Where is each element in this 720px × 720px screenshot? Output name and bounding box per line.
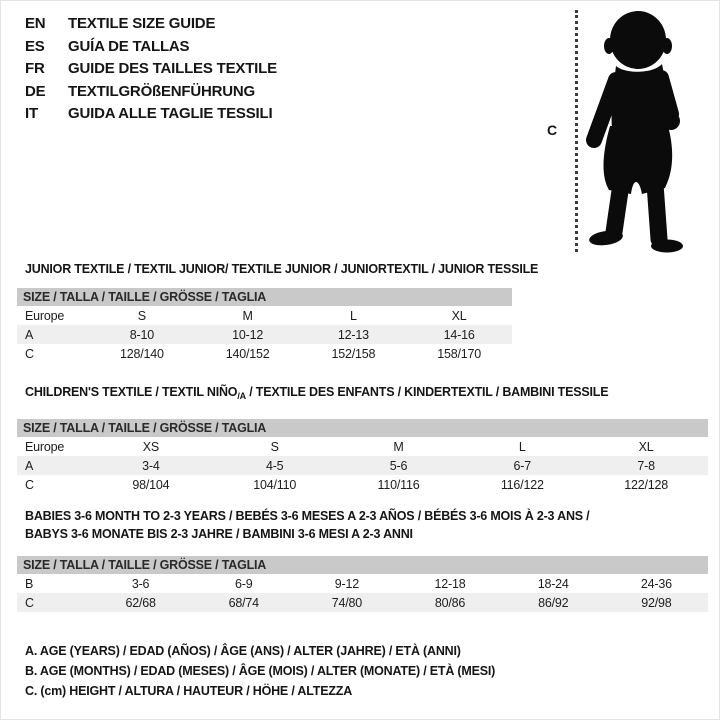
row-label: C <box>25 346 34 361</box>
table-cell: 128/140 <box>119 346 164 361</box>
row-label: Europe <box>25 439 65 454</box>
table-cell: 6-9 <box>235 576 253 591</box>
table-cell: 74/80 <box>331 595 363 610</box>
footnote-b: B. AGE (MONTHS) / EDAD (MESES) / ÂGE (MOIS) / ALTER (MONATE) / ETÀ (MESI) <box>25 664 496 678</box>
lang-code: ES <box>25 37 45 55</box>
table-row <box>17 437 708 456</box>
table-cell: 18-24 <box>537 576 569 591</box>
footnote-c: C. (cm) HEIGHT / ALTURA / HAUTEUR / HÖHE / ALTEZZA <box>25 684 353 698</box>
language-title-block <box>25 13 277 126</box>
size-table-children <box>17 419 708 494</box>
section-title-junior <box>25 260 538 278</box>
row-label: A <box>25 458 34 473</box>
table-cell: 7-8 <box>637 458 655 473</box>
section-title-babies <box>25 507 589 543</box>
toddler-silhouette-icon <box>583 8 689 254</box>
lang-title: GUIDE DES TAILLES TEXTILE <box>68 60 277 77</box>
table-cell: M <box>242 308 253 323</box>
size-table-junior <box>17 288 512 363</box>
table-cell: 122/128 <box>624 477 668 492</box>
table-cell: XL <box>451 308 467 323</box>
table-cell: 152/158 <box>331 346 376 361</box>
table-cell: L <box>518 439 526 454</box>
lang-row-it <box>25 103 277 126</box>
table-cell: S <box>137 308 146 323</box>
junior-size-table <box>17 306 512 363</box>
table-header-bar: SIZE / TALLA / TAILLE / GRÖSSE / TAGLIA <box>17 288 512 306</box>
section-title-line1: BABIES 3-6 MONTH TO 2-3 YEARS / BEBÉS 3-6 MESES A 2-3 AÑOS / BÉBÉS 3-6 MOIS À 2-3 ANS / <box>25 509 590 523</box>
table-cell: 9-12 <box>334 576 359 591</box>
size-table-babies <box>17 556 708 612</box>
table-cell: 98/104 <box>132 477 170 492</box>
table-cell: 140/152 <box>225 346 270 361</box>
table-row <box>17 456 708 475</box>
lang-title: TEXTILE SIZE GUIDE <box>68 15 216 32</box>
table-row <box>17 574 708 593</box>
table-header-bar: SIZE / TALLA / TAILLE / GRÖSSE / TAGLIA <box>17 556 708 574</box>
row-label: Europe <box>25 308 65 323</box>
lang-code: FR <box>25 60 45 77</box>
table-cell: 12-13 <box>337 327 369 342</box>
table-cell: 4-5 <box>265 458 284 473</box>
section-title-children <box>25 383 608 405</box>
table-cell: 80/86 <box>434 595 466 610</box>
section-title-subscript: /A <box>237 391 246 401</box>
table-cell: L <box>349 308 357 323</box>
lang-title: GUIDA ALLE TAGLIE TESSILI <box>68 105 273 122</box>
children-size-table <box>17 437 708 494</box>
table-cell: 3-4 <box>142 458 160 473</box>
table-cell: 110/116 <box>377 477 420 492</box>
row-label: C <box>25 477 34 492</box>
table-cell: 8-10 <box>129 327 154 342</box>
height-dotted-line <box>575 10 578 252</box>
babies-size-table <box>17 574 708 612</box>
lang-code: EN <box>25 15 46 32</box>
table-cell: M <box>393 439 404 454</box>
lang-row-fr <box>25 58 277 81</box>
lang-row-de <box>25 81 277 104</box>
table-cell: XS <box>142 439 160 454</box>
table-cell: 14-16 <box>443 327 475 342</box>
table-cell: 3-6 <box>131 576 150 591</box>
table-row <box>17 593 708 612</box>
table-cell: 24-36 <box>640 576 672 591</box>
lang-code: IT <box>25 105 38 122</box>
table-header-bar: SIZE / TALLA / TAILLE / GRÖSSE / TAGLIA <box>17 419 708 437</box>
table-cell: 10-12 <box>232 327 264 342</box>
lang-row-es <box>25 36 277 59</box>
footnotes <box>25 641 495 701</box>
table-cell: 86/92 <box>538 595 569 610</box>
table-cell: S <box>270 439 279 454</box>
row-label: A <box>25 327 34 342</box>
table-row <box>17 325 512 344</box>
section-title-line2: BABYS 3-6 MONATE BIS 2-3 JAHRE / BAMBINI 3-6 MESI A 2-3 ANNI <box>25 527 413 541</box>
section-title-text: JUNIOR TEXTILE / TEXTIL JUNIOR/ TEXTILE JUNIOR / JUNIORTEXTIL / JUNIOR TESSILE <box>25 262 539 276</box>
table-cell: 68/74 <box>228 595 259 610</box>
table-cell: XL <box>638 439 654 454</box>
height-measure-figure <box>545 4 713 256</box>
section-title-text: / TEXTILE DES ENFANTS / KINDERTEXTIL / BAMBINI TESSILE <box>245 385 609 399</box>
lang-row-en <box>25 13 277 36</box>
footnote-a: A. AGE (YEARS) / EDAD (AÑOS) / ÂGE (ANS) / ALTER (JAHRE) / ETÀ (ANNI) <box>25 644 461 658</box>
table-cell: 158/170 <box>437 346 482 361</box>
table-cell: 116/122 <box>500 477 544 492</box>
table-cell: 12-18 <box>434 576 466 591</box>
lang-title: GUÍA DE TALLAS <box>68 37 190 55</box>
table-cell: 6-7 <box>513 458 532 473</box>
lang-code: DE <box>25 82 46 100</box>
measure-label-c: C <box>547 122 558 138</box>
table-cell: 92/98 <box>641 595 672 610</box>
lang-title: TEXTILGRÖßENFÜHRUNG <box>68 82 256 100</box>
table-cell: 104/110 <box>253 477 297 492</box>
section-title-text: CHILDREN'S TEXTILE / TEXTIL NIÑO <box>25 385 238 399</box>
table-row <box>17 306 512 325</box>
row-label: C <box>25 595 34 610</box>
table-cell: 5-6 <box>389 458 408 473</box>
table-row <box>17 344 512 363</box>
table-cell: 62/68 <box>125 595 156 610</box>
row-label: B <box>25 576 34 591</box>
table-row <box>17 475 708 494</box>
